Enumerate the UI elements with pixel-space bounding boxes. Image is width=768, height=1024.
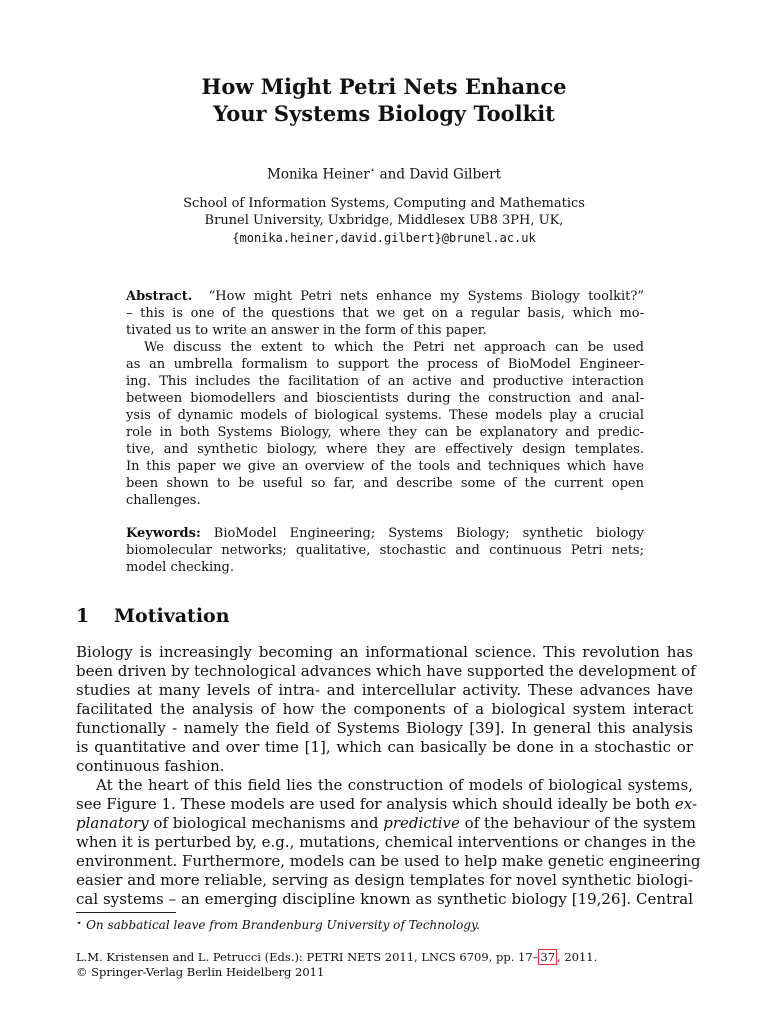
body-line: At the heart of this field lies the construction of models of biological systems, [96, 776, 693, 794]
affiliation-line-2: Brunel University, Uxbridge, Middlesex UB8 3PH, UK, [204, 213, 564, 228]
author-separator: and [375, 166, 410, 183]
footnote-mark: ⋆ [76, 918, 83, 929]
body-line: when it is perturbed by, e.g., mutations, chemical interventions or changes in the [76, 833, 696, 851]
copyright-line: © Springer-Verlag Berlin Heidelberg 2011 [76, 965, 325, 979]
abstract-line: role in both Systems Biology, where they can be explanatory and predic- [126, 425, 644, 440]
abstract-line: between biomodellers and bioscientists during the construction and anal- [126, 391, 644, 406]
abstract-line: Abstract. “How might Petri nets enhance my Systems Biology toolkit?” [126, 289, 644, 304]
body-line: facilitated the analysis of how the components of a biological system interact [76, 700, 693, 718]
abstract-line: ysis of dynamic models of biological systems. These models play a crucial [126, 408, 644, 423]
author-heiner: Monika Heiner [267, 166, 370, 183]
section-title: Motivation [114, 605, 230, 627]
section-heading [76, 604, 230, 628]
abstract-label: Abstract. [126, 289, 193, 304]
affiliation-email: {monika.heiner,david.gilbert}@brunel.ac.uk [232, 231, 536, 245]
citation-line: L.M. Kristensen and L. Petrucci (Eds.): PETRI NETS 2011, LNCS 6709, pp. 17– 37 , 2011. [76, 950, 598, 964]
abstract-line: ing. This includes the facilitation of an active and productive interaction [126, 374, 644, 389]
body-line: is quantitative and over time [1], which can basically be done in a stochastic or [76, 738, 693, 756]
abstract-line: tive, and synthetic biology, where they are effectively design templates. [126, 442, 644, 457]
abstract-line: challenges. [126, 493, 201, 508]
body-line: been driven by technological advances which have supported the development of [76, 662, 696, 680]
footnote-text: On sabbatical leave from Brandenburg University of Technology. [86, 918, 480, 932]
section-number: 1 [76, 605, 90, 627]
paper-title-line-1: How Might Petri Nets Enhance [201, 74, 567, 99]
affiliation-line-1: School of Information Systems, Computing and Mathematics [183, 196, 585, 211]
keywords-label: Keywords: [126, 526, 201, 541]
author-line [0, 162, 768, 184]
body-line: Biology is increasingly becoming an informational science. This revolution has [76, 643, 693, 661]
body-line: environment. Furthermore, models can be used to help make genetic engineering [76, 852, 701, 870]
footnote-rule [76, 912, 176, 913]
body-line: planatory of biological mechanisms and predictive of the behaviour of the system [76, 814, 697, 832]
footnote [76, 916, 480, 933]
body-line: cal systems – an emerging discipline known as synthetic biology [19,26]. Central [76, 890, 693, 908]
body-line: continuous fashion. [76, 757, 225, 775]
body-line: functionally - namely the field of Systems Biology [39]. In general this analysis [76, 719, 693, 737]
body-line: see Figure 1. These models are used for analysis which should ideally be both ex- [76, 795, 698, 813]
abstract-line: In this paper we give an overview of the tools and techniques which have [126, 459, 644, 474]
abstract-line: We discuss the extent to which the Petri net approach can be used [144, 340, 644, 355]
page-range-link[interactable]: 37 [540, 950, 556, 964]
body-line: easier and more reliable, serving as design templates for novel synthetic biologi- [76, 871, 693, 889]
footnote-star: ⋆ [369, 166, 376, 176]
author-gilbert: David Gilbert [409, 166, 501, 183]
abstract-line: tivated us to write an answer in the form of this paper. [126, 323, 487, 338]
keywords-line: model checking. [126, 560, 234, 575]
paper-title-line-2: Your Systems Biology Toolkit [213, 101, 555, 126]
abstract-line: as an umbrella formalism to support the process of BioModel Engineer- [126, 357, 644, 372]
abstract-line: – this is one of the questions that we get on a regular basis, which mo- [126, 306, 644, 321]
abstract-line: been shown to be useful so far, and describe some of the current open [126, 476, 644, 491]
keywords-line: Keywords: BioModel Engineering; Systems Biology; synthetic biology [126, 526, 644, 541]
keywords-line: biomolecular networks; qualitative, stochastic and continuous Petri nets; [126, 543, 644, 558]
body-line: studies at many levels of intra- and intercellular activity. These advances have [76, 681, 693, 699]
